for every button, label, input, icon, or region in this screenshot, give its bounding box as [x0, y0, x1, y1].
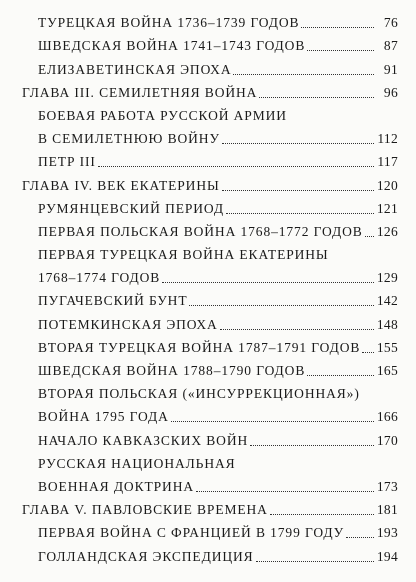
- toc-entry-row: [0, 309, 416, 332]
- toc-chapter-row: [0, 78, 416, 101]
- toc-entry-row: [0, 124, 416, 147]
- dot-leader: [256, 561, 374, 562]
- toc-entry-title: ШВЕДСКАЯ ВОЙНА 1788–1790 ГОДОВ: [38, 363, 306, 378]
- dot-leader: [307, 375, 374, 376]
- toc-chapter-row: [0, 495, 416, 518]
- dot-leader: [270, 514, 374, 515]
- dot-leader: [362, 352, 374, 353]
- toc-page-number: 148: [376, 316, 398, 332]
- toc-entry-title: ВОЕННАЯ ДОКТРИНА: [38, 478, 194, 494]
- toc-entry-title: ВТОРАЯ ПОЛЬСКАЯ («ИНСУРРЕКЦИОННАЯ»): [38, 386, 360, 402]
- toc-page-number: 112: [377, 131, 398, 147]
- dot-leader: [222, 143, 374, 144]
- dot-leader: [171, 421, 374, 422]
- toc-entry-row: [0, 402, 416, 425]
- toc-entry-row: [0, 101, 416, 124]
- toc-entry-row: [0, 425, 416, 448]
- toc-entry-title: ПЕРВАЯ ПОЛЬСКАЯ ВОЙНА 1768–1772 ГОДОВ: [38, 223, 363, 239]
- toc-entry-title: ВОЙНА 1795 ГОДА: [38, 409, 169, 425]
- table-of-contents: [0, 8, 416, 565]
- toc-entry-title: РУССКАЯ НАЦИОНАЛЬНАЯ: [38, 455, 236, 471]
- dot-leader: [346, 537, 374, 538]
- toc-entry-title: НАЧАЛО КАВКАЗСКИХ ВОЙН: [38, 432, 249, 448]
- dot-leader: [226, 213, 374, 214]
- toc-page-number: 166: [376, 409, 398, 425]
- toc-entry-row: [0, 240, 416, 263]
- toc-page-number: 165: [376, 363, 398, 378]
- dot-leader: [196, 491, 374, 492]
- toc-entry-row: [0, 286, 416, 309]
- toc-entry-row: [0, 194, 416, 217]
- dot-leader: [189, 305, 374, 306]
- dot-leader: [307, 50, 374, 51]
- toc-entry-title: ТУРЕЦКАЯ ВОЙНА 1736–1739 ГОДОВ: [38, 15, 300, 31]
- toc-page-number: 193: [376, 525, 398, 541]
- toc-entry-title: БОЕВАЯ РАБОТА РУССКОЙ АРМИИ: [38, 107, 287, 123]
- dot-leader: [220, 329, 374, 330]
- toc-entry-title: ГОЛЛАНДСКАЯ ЭКСПЕДИЦИЯ: [38, 548, 254, 564]
- toc-entry-row: [0, 217, 416, 240]
- toc-entry-title: ПЕТР III: [38, 154, 96, 170]
- toc-page-number: 129: [376, 270, 398, 286]
- toc-page-number: 142: [376, 293, 398, 309]
- toc-entry-title: ГЛАВА III. СЕМИЛЕТНЯЯ ВОЙНА: [22, 84, 258, 100]
- dot-leader: [365, 236, 374, 237]
- toc-entry-title: ЕЛИЗАВЕТИНСКАЯ ЭПОХА: [38, 61, 232, 77]
- dot-leader: [259, 97, 374, 98]
- toc-entry-row: [0, 541, 416, 564]
- toc-entry-row: [0, 356, 416, 379]
- dot-leader: [233, 74, 374, 75]
- dot-leader: [250, 445, 374, 446]
- toc-page-number: 96: [383, 84, 398, 100]
- toc-page-number: 126: [376, 223, 398, 239]
- dot-leader: [98, 166, 374, 167]
- toc-entry-row: [0, 263, 416, 286]
- toc-entry-title: ШВЕДСКАЯ ВОЙНА 1741–1743 ГОДОВ: [38, 38, 306, 54]
- toc-entry-title: 1768–1774 ГОДОВ: [38, 270, 161, 286]
- toc-entry-title: ГЛАВА V. ПАВЛОВСКИЕ ВРЕМЕНА: [22, 502, 268, 518]
- toc-page-number: 117: [377, 154, 398, 170]
- toc-entry-title: В СЕМИЛЕТНЮЮ ВОЙНУ: [38, 131, 220, 147]
- toc-page-number: 173: [376, 478, 398, 494]
- toc-chapter-row: [0, 170, 416, 193]
- toc-page-number: 91: [383, 61, 398, 77]
- toc-page-number: 170: [376, 432, 398, 448]
- toc-entry-title: ПЕРВАЯ ТУРЕЦКАЯ ВОЙНА ЕКАТЕРИНЫ: [38, 247, 329, 263]
- toc-page-number: 194: [376, 548, 398, 564]
- dot-leader: [162, 282, 374, 283]
- dot-leader: [222, 190, 374, 191]
- toc-entry-row: [0, 449, 416, 472]
- toc-entry-row: [0, 8, 416, 31]
- toc-page-number: 76: [383, 15, 398, 31]
- toc-page-number: 121: [376, 200, 398, 216]
- toc-entry-row: [0, 333, 416, 356]
- toc-page-number: 87: [383, 38, 398, 54]
- toc-page-number: 181: [376, 502, 398, 518]
- toc-entry-title: ПОТЕМКИНСКАЯ ЭПОХА: [38, 316, 218, 332]
- toc-entry-row: [0, 147, 416, 170]
- toc-page-number: 120: [376, 177, 398, 193]
- toc-entry-title: ВТОРАЯ ТУРЕЦКАЯ ВОЙНА 1787–1791 ГОДОВ: [38, 339, 361, 355]
- toc-entry-row: [0, 379, 416, 402]
- toc-entry-title: ПУГАЧЕВСКИЙ БУНТ: [38, 293, 188, 309]
- toc-entry-row: [0, 472, 416, 495]
- toc-entry-row: [0, 54, 416, 77]
- toc-entry-row: [0, 31, 416, 54]
- toc-entry-title: ПЕРВАЯ ВОЙНА С ФРАНЦИЕЙ В 1799 ГОДУ: [38, 525, 345, 541]
- toc-entry-row: [0, 518, 416, 541]
- toc-page-number: 155: [376, 339, 398, 355]
- toc-entry-title: РУМЯНЦЕВСКИЙ ПЕРИОД: [38, 200, 225, 216]
- toc-entry-title: ГЛАВА IV. ВЕК ЕКАТЕРИНЫ: [22, 177, 220, 193]
- dot-leader: [301, 27, 374, 28]
